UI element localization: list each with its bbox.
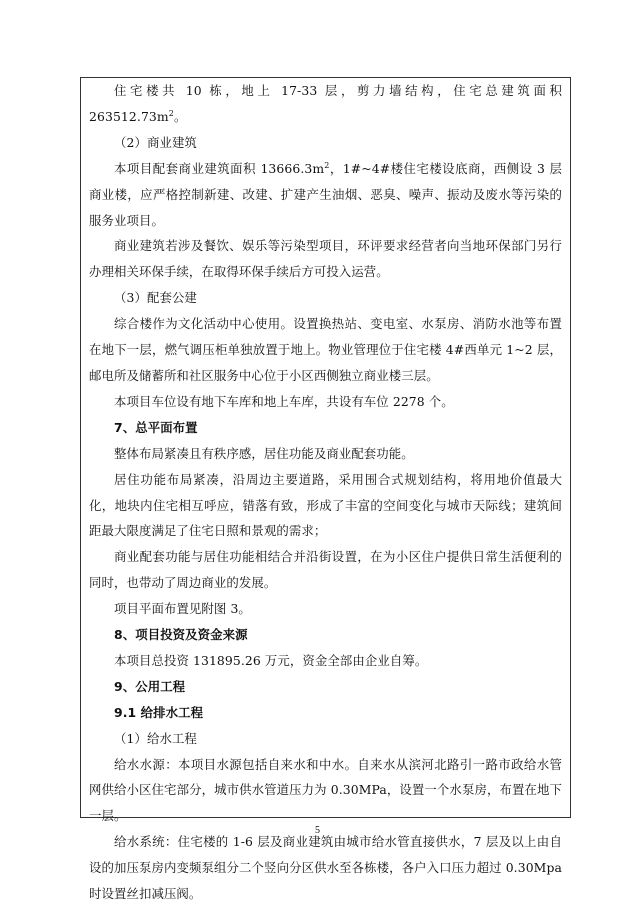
heading-investment: 8、项目投资及资金来源 bbox=[114, 627, 248, 643]
paragraph-residential-layout: 居住功能布局紧凑，沿周边主要道路，采用围合式规划结构，将用地价值最大化，地块内住宅相互呼应，错落有致，形成了丰富的空间变化与城市天际线；建筑间距最大限度满足了住宅日照和景观的需求； bbox=[89, 471, 562, 539]
paragraph-commercial-area: 本项目配套商业建筑面积 $13666.3m^2$，1#~4#楼住宅楼设底商，西侧设 3 层商业楼，应严格控制新建、改建、扩建产生油烟、恶臭、噪声、振动及废水等污染的服务业项目。 bbox=[89, 160, 562, 228]
paragraph-commercial-layout: 商业配套功能与居住功能相结合并沿街设置，在为小区住户提供日常生活便利的同时，也带动了周边商业的发展。 bbox=[89, 549, 562, 591]
heading-site-layout: 7、总平面布置 bbox=[114, 419, 198, 435]
subheading-water-supply: （1）给水工程 bbox=[114, 730, 197, 746]
paragraph-water-system: 给水系统：住宅楼的 1-6 层及商业建筑由城市给水管直接供水，7 层及以上由自设的加压泵房内变频泵组分二个竖向分区供水至各栋楼，各户入口压力超过 0.30Mpa 时设置丝扣减压阀。 bbox=[89, 834, 562, 902]
subheading-public-facilities: （3）配套公建 bbox=[114, 290, 197, 306]
paragraph-layout-reference: 项目平面布置见附图 3。 bbox=[114, 601, 251, 617]
paragraph-water-source: 给水水源：本项目水源包括自来水和中水。自来水从滨河北路引一路市政给水管网供给小区住宅部分，城市供水管道压力为 0.30MPa，设置一个水泵房，布置在地下一层。 bbox=[89, 756, 562, 824]
heading-water-drainage: 9.1 给排水工程 bbox=[114, 704, 204, 720]
paragraph-public-facilities: 综合楼作为文化活动中心使用。设置换热站、变电室、水泵房、消防水池等布置在地下一层，燃气调压柜单独放置于地上。物业管理位于住宅楼 4#西单元 1~2 层，邮电所及储蓄所和社区服务中心位于小区西侧独立商业楼三层。 bbox=[89, 316, 562, 383]
page-number: 5 bbox=[315, 825, 320, 836]
paragraph-residential-summary: 住宅楼共 10 栋，地上 17-33 层，剪力墙结构，住宅总建筑面积 $263512.73m^2$。 bbox=[89, 83, 562, 124]
paragraph-parking: 本项目车位设有地下车库和地上车库，共设有车位 2278 个。 bbox=[114, 393, 454, 409]
heading-utilities: 9、公用工程 bbox=[114, 678, 186, 694]
document-frame bbox=[80, 77, 571, 902]
subheading-commercial: （2）商业建筑 bbox=[114, 134, 197, 150]
paragraph-commercial-environment: 商业建筑若涉及餐饮、娱乐等污染型项目，环评要求经营者向当地环保部门另行办理相关环保手续，在取得环保手续后方可投入运营。 bbox=[89, 238, 562, 280]
paragraph-layout-overview: 整体布局紧凑且有秩序感，居住功能及商业配套功能。 bbox=[114, 445, 414, 461]
paragraph-investment: 本项目总投资 131895.26 万元，资金全部由企业自筹。 bbox=[114, 652, 428, 668]
